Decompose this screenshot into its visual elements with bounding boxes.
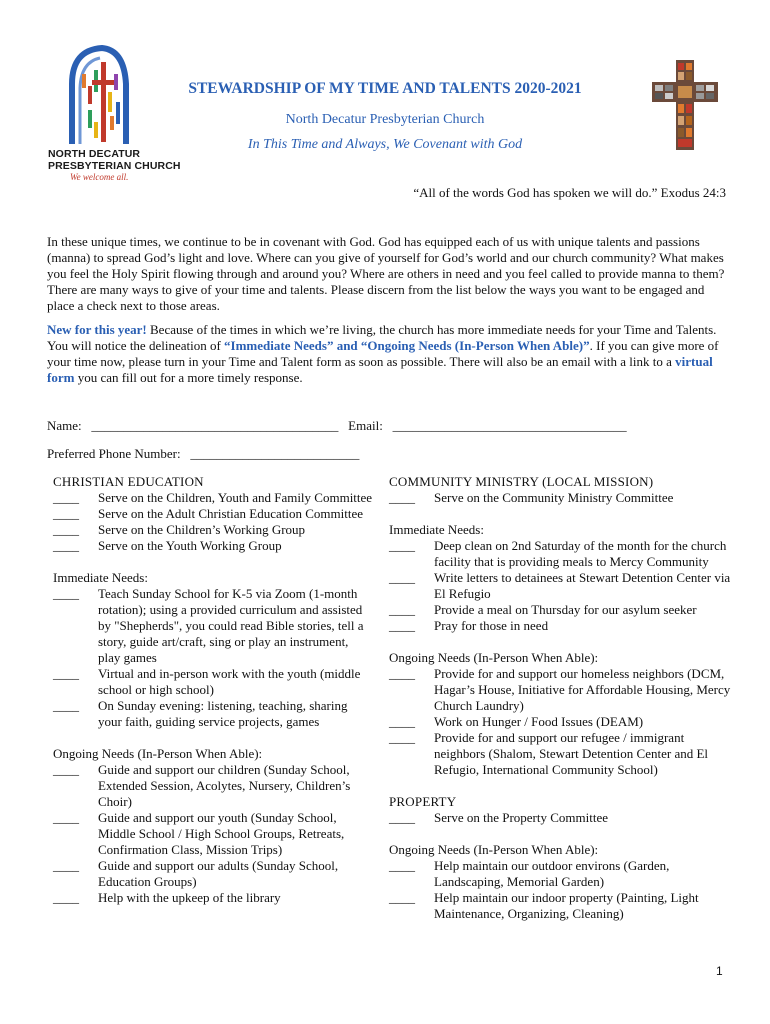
- checklist-item: [53, 490, 373, 506]
- email-label: Email:: [348, 418, 383, 433]
- check-blank[interactable]: ____: [389, 538, 415, 553]
- check-blank[interactable]: ____: [389, 890, 415, 905]
- check-blank[interactable]: ____: [389, 666, 415, 681]
- logo-name-line2: PRESBYTERIAN CHURCH: [48, 160, 181, 172]
- checklist-item-text: Virtual and in-person work with the youth (middle school or high school): [98, 666, 361, 697]
- check-blank[interactable]: ____: [53, 522, 79, 537]
- checklist-item: [389, 490, 734, 506]
- checklist-item-text: Serve on the Children’s Working Group: [98, 522, 306, 537]
- logo-name-line1: NORTH DECATUR: [48, 148, 141, 160]
- page-title: STEWARDSHIP OF MY TIME AND TALENTS 2020-2021: [188, 80, 582, 97]
- motto: In This Time and Always, We Covenant with God: [247, 137, 523, 152]
- scripture-verse: “All of the words God has spoken we will do.” Exodus 24:3: [413, 185, 726, 200]
- checklist-item-text: Guide and support our adults (Sunday School, Education Groups): [98, 858, 339, 889]
- checklist-item-text: Provide a meal on Thursday for our asylum seeker: [434, 602, 697, 617]
- checklist-item: [53, 586, 373, 666]
- phone-label: Preferred Phone Number:: [47, 446, 181, 461]
- photo-cross-image: [652, 60, 718, 150]
- ongoing-needs-heading: Ongoing Needs (In-Person When Able):: [53, 746, 263, 761]
- checklist-item-text: Help maintain our indoor property (Painting, Light Maintenance, Organizing, Cleaning): [434, 890, 699, 921]
- checklist-item: [389, 538, 734, 570]
- checklist-item: [389, 810, 734, 826]
- check-blank[interactable]: ____: [53, 890, 79, 905]
- checklist-item-text: On Sunday evening: listening, teaching, sharing your faith, guiding service projects, games: [98, 698, 348, 729]
- new-note-text-3: you can fill out for a more timely response.: [74, 370, 303, 385]
- checklist-item: [389, 570, 734, 602]
- check-blank[interactable]: ____: [389, 618, 415, 633]
- christian-education-heading: CHRISTIAN EDUCATION: [53, 474, 204, 489]
- new-this-year-lead: New for this year!: [47, 322, 147, 337]
- immediate-needs-heading: Immediate Needs:: [389, 522, 484, 537]
- checklist-item: [389, 890, 734, 922]
- check-blank[interactable]: ____: [53, 858, 79, 873]
- checklist-item-text: Teach Sunday School for K-5 via Zoom (1-month rotation); using a provided curriculum and assisted by "Shepherds", you could read Bible stories, tell a story, guide art/craft, sing or play an instrument, play games: [98, 586, 364, 665]
- intro-paragraph: In these unique times, we continue to be in covenant with God. God has equipped each of us with unique talents and passions (manna) to spread God’s light and love. Where can you give of yourself for God’s world and our church community? What makes you feel the Holy Spirit flowing through and around you? Where are others in need and you feel called to provide manna to them? There are many ways to give of your time and talents. Please discern from the list below the ways you want to be engaged and place a check next to those areas.: [47, 234, 725, 313]
- checklist-item: [53, 538, 373, 554]
- checklist-item-text: Deep clean on 2nd Saturday of the month for the church facility that is providing meals to Mercy Community: [434, 538, 727, 569]
- check-blank[interactable]: ____: [53, 538, 79, 553]
- checklist-item: [53, 810, 373, 858]
- property-ongoing-heading: Ongoing Needs (In-Person When Able):: [389, 842, 599, 857]
- page-number: 1: [716, 964, 723, 978]
- checklist-item-text: Guide and support our youth (Sunday School, Middle School / High School Groups, Retreats, Confirmation Class, Mission Trips): [98, 810, 345, 857]
- check-blank[interactable]: ____: [389, 730, 415, 745]
- checklist-item-text: Provide for and support our homeless neighbors (DCM, Hagar’s House, Initiative for Affordable Housing, Mercy Church Laundry): [434, 666, 731, 713]
- checklist-item-text: Help maintain our outdoor environs (Garden, Landscaping, Memorial Garden): [434, 858, 670, 889]
- check-blank[interactable]: ____: [53, 506, 79, 521]
- checklist-item: [53, 522, 373, 538]
- phone-row: [47, 446, 359, 462]
- needs-delineation: “Immediate Needs” and “Ongoing Needs (In-Person When Able)”: [224, 338, 590, 353]
- checklist-item: [389, 730, 734, 778]
- check-blank[interactable]: ____: [53, 586, 79, 601]
- checklist-item-text: Guide and support our children (Sunday School, Extended Session, Acolytes, Nursery, Children’s Choir): [98, 762, 351, 809]
- checklist-item: [389, 858, 734, 890]
- ongoing-needs-heading: Ongoing Needs (In-Person When Able):: [389, 650, 599, 665]
- check-blank[interactable]: ____: [53, 762, 79, 777]
- email-field[interactable]: ____________________________________: [392, 418, 627, 433]
- check-blank[interactable]: ____: [389, 490, 415, 505]
- check-blank[interactable]: ____: [389, 570, 415, 585]
- christian-education-column: [53, 474, 373, 906]
- new-this-year-paragraph: [47, 322, 727, 386]
- immediate-needs-heading: Immediate Needs:: [53, 570, 148, 585]
- checklist-item-text: Serve on the Community Ministry Committee: [434, 490, 674, 505]
- checklist-item: [53, 858, 373, 890]
- checklist-item: [53, 506, 373, 522]
- checklist-item: [53, 762, 373, 810]
- checklist-item-text: Help with the upkeep of the library: [98, 890, 281, 905]
- check-blank[interactable]: ____: [389, 602, 415, 617]
- checklist-item-text: Serve on the Property Committee: [434, 810, 609, 825]
- checklist-item-text: Serve on the Adult Christian Education Committee: [98, 506, 364, 521]
- community-ministry-column: [389, 474, 734, 922]
- checklist-item-text: Serve on the Children, Youth and Family Committee: [98, 490, 373, 505]
- checklist-item-text: Write letters to detainees at Stewart Detention Center via El Refugio: [434, 570, 731, 601]
- check-blank[interactable]: ____: [53, 666, 79, 681]
- new-note-text-1: Because of the times in which we’re living, the church has more immediate needs for your Time and Talents. You will notice the delineation of: [47, 322, 717, 353]
- name-field[interactable]: ______________________________________: [91, 418, 339, 433]
- community-ministry-heading: COMMUNITY MINISTRY (LOCAL MISSION): [389, 474, 654, 489]
- checklist-item-text: Work on Hunger / Food Issues (DEAM): [434, 714, 644, 729]
- checklist-item-text: Provide for and support our refugee / immigrant neighbors (Shalom, Stewart Detention Center and El Refugio, International Community School): [434, 730, 709, 777]
- checklist-item-text: Pray for those in need: [434, 618, 549, 633]
- church-name: North Decatur Presbyterian Church: [285, 112, 485, 127]
- check-blank[interactable]: ____: [53, 698, 79, 713]
- name-email-row: [47, 418, 627, 434]
- logo-tagline: We welcome all.: [70, 172, 129, 182]
- phone-field[interactable]: __________________________: [190, 446, 360, 461]
- checklist-item: [389, 618, 734, 634]
- check-blank[interactable]: ____: [53, 810, 79, 825]
- checklist-item-text: Serve on the Youth Working Group: [98, 538, 282, 553]
- cross-collage-icon: [652, 60, 718, 150]
- checklist-item: [53, 698, 373, 730]
- check-blank[interactable]: ____: [389, 858, 415, 873]
- name-label: Name:: [47, 418, 82, 433]
- checklist-item: [53, 666, 373, 698]
- check-blank[interactable]: ____: [389, 714, 415, 729]
- checklist-item: [389, 602, 734, 618]
- check-blank[interactable]: ____: [389, 810, 415, 825]
- checklist-item: [389, 714, 734, 730]
- virtual-form-link[interactable]: virtual form: [47, 354, 713, 385]
- new-note-text-2: . If you can give more of your time now, please turn in your Time and Talent form as soon as possible. There will also be an email with a link to a: [47, 338, 719, 369]
- checklist-item: [389, 666, 734, 714]
- property-heading: PROPERTY: [389, 794, 457, 809]
- checklist-item: [53, 890, 373, 906]
- check-blank[interactable]: ____: [53, 490, 79, 505]
